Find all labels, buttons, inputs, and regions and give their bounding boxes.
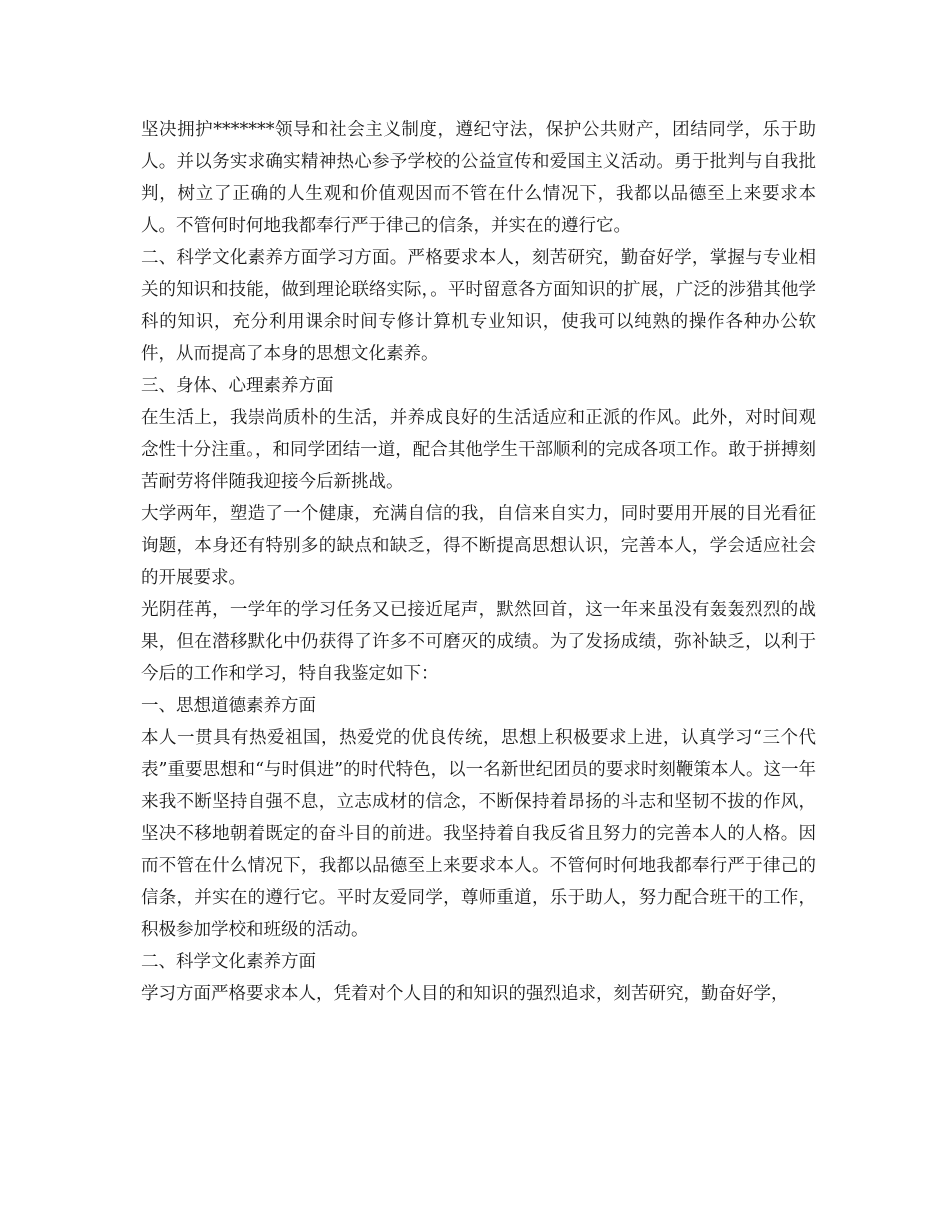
paragraph-life-habits: 在生活上，我崇尚质朴的生活，并养成良好的生活适应和正派的作风。此外，对时间观念性十分注重。，和同学团结一道，配合其他学生干部顺利的完成各项工作。敢于拼搏刻苦耐劳将伴随我迎接今后新挑战。 xyxy=(141,408,816,492)
paragraph-year-review-intro: 光阴荏苒，一学年的学习任务又已接近尾声，默然回首，这一年来虽没有轰轰烈烈的战果，但在潜移默化中仍获得了许多不可磨灭的成绩。为了发扬成绩，弥补缺乏，以利于今后的工作和学习，特自我鉴定如下： xyxy=(141,600,816,684)
paragraph-ideology-morality: 本人一贯具有热爱祖国，热爱党的优良传统，思想上积极要求上进，认真学习“三个代表”重要思想和“与时俱进”的时代特色，以一名新世纪团员的要求时刻鞭策本人。这一年来我不断坚持自强不息，立志成材的信念，不断保持着昂扬的斗志和坚韧不拔的作风，坚决不移地朝着既定的奋斗目的前进。我坚持着自我反省且努力的完善本人的人格。因而不管在什么情况下，我都以品德至上来要求本人。不管何时何地我都奉行严于律己的信条，并实在的遵行它。平时友爱同学，尊师重道，乐于助人，努力配合班干的工作，积极参加学校和班级的活动。 xyxy=(141,728,816,940)
section-heading-science-culture: 二、科学文化素养方面 xyxy=(141,952,316,972)
document-body xyxy=(141,114,816,1010)
section-heading-ideology-morality: 一、思想道德素养方面 xyxy=(141,696,316,716)
paragraph-political-stance: 坚决拥护*******领导和社会主义制度，遵纪守法，保护公共财产，团结同学，乐于助人。并以务实求确实精神热心参予学校的公益宣传和爱国主义活动。勇于批判与自我批判，树立了正确的人生观和价值观因而不管在什么情况下，我都以品德至上来要求本人。不管何时何地我都奉行严于律己的信条，并实在的遵行它。 xyxy=(141,120,816,236)
paragraph-science-culture-study: 二、科学文化素养方面学习方面。严格要求本人，刻苦研究，勤奋好学，掌握与专业相关的知识和技能，做到理论联络实际，。平时留意各方面知识的扩展，广泛的涉猎其他学科的知识，充分利用课余时间专修计算机专业知识，使我可以纯熟的操作各种办公软件，从而提高了本身的思想文化素养。 xyxy=(141,248,816,364)
paragraph-two-years-summary: 大学两年，塑造了一个健康，充满自信的我，自信来自实力，同时要用开展的目光看征询题，本身还有特别多的缺点和缺乏，得不断提高思想认识，完善本人，学会适应社会的开展要求。 xyxy=(141,504,816,588)
paragraph-study-requirements: 学习方面严格要求本人，凭着对个人目的和知识的强烈追求，刻苦研究，勤奋好学， xyxy=(141,984,789,1004)
section-heading-body-mind: 三、身体、心理素养方面 xyxy=(141,376,334,396)
